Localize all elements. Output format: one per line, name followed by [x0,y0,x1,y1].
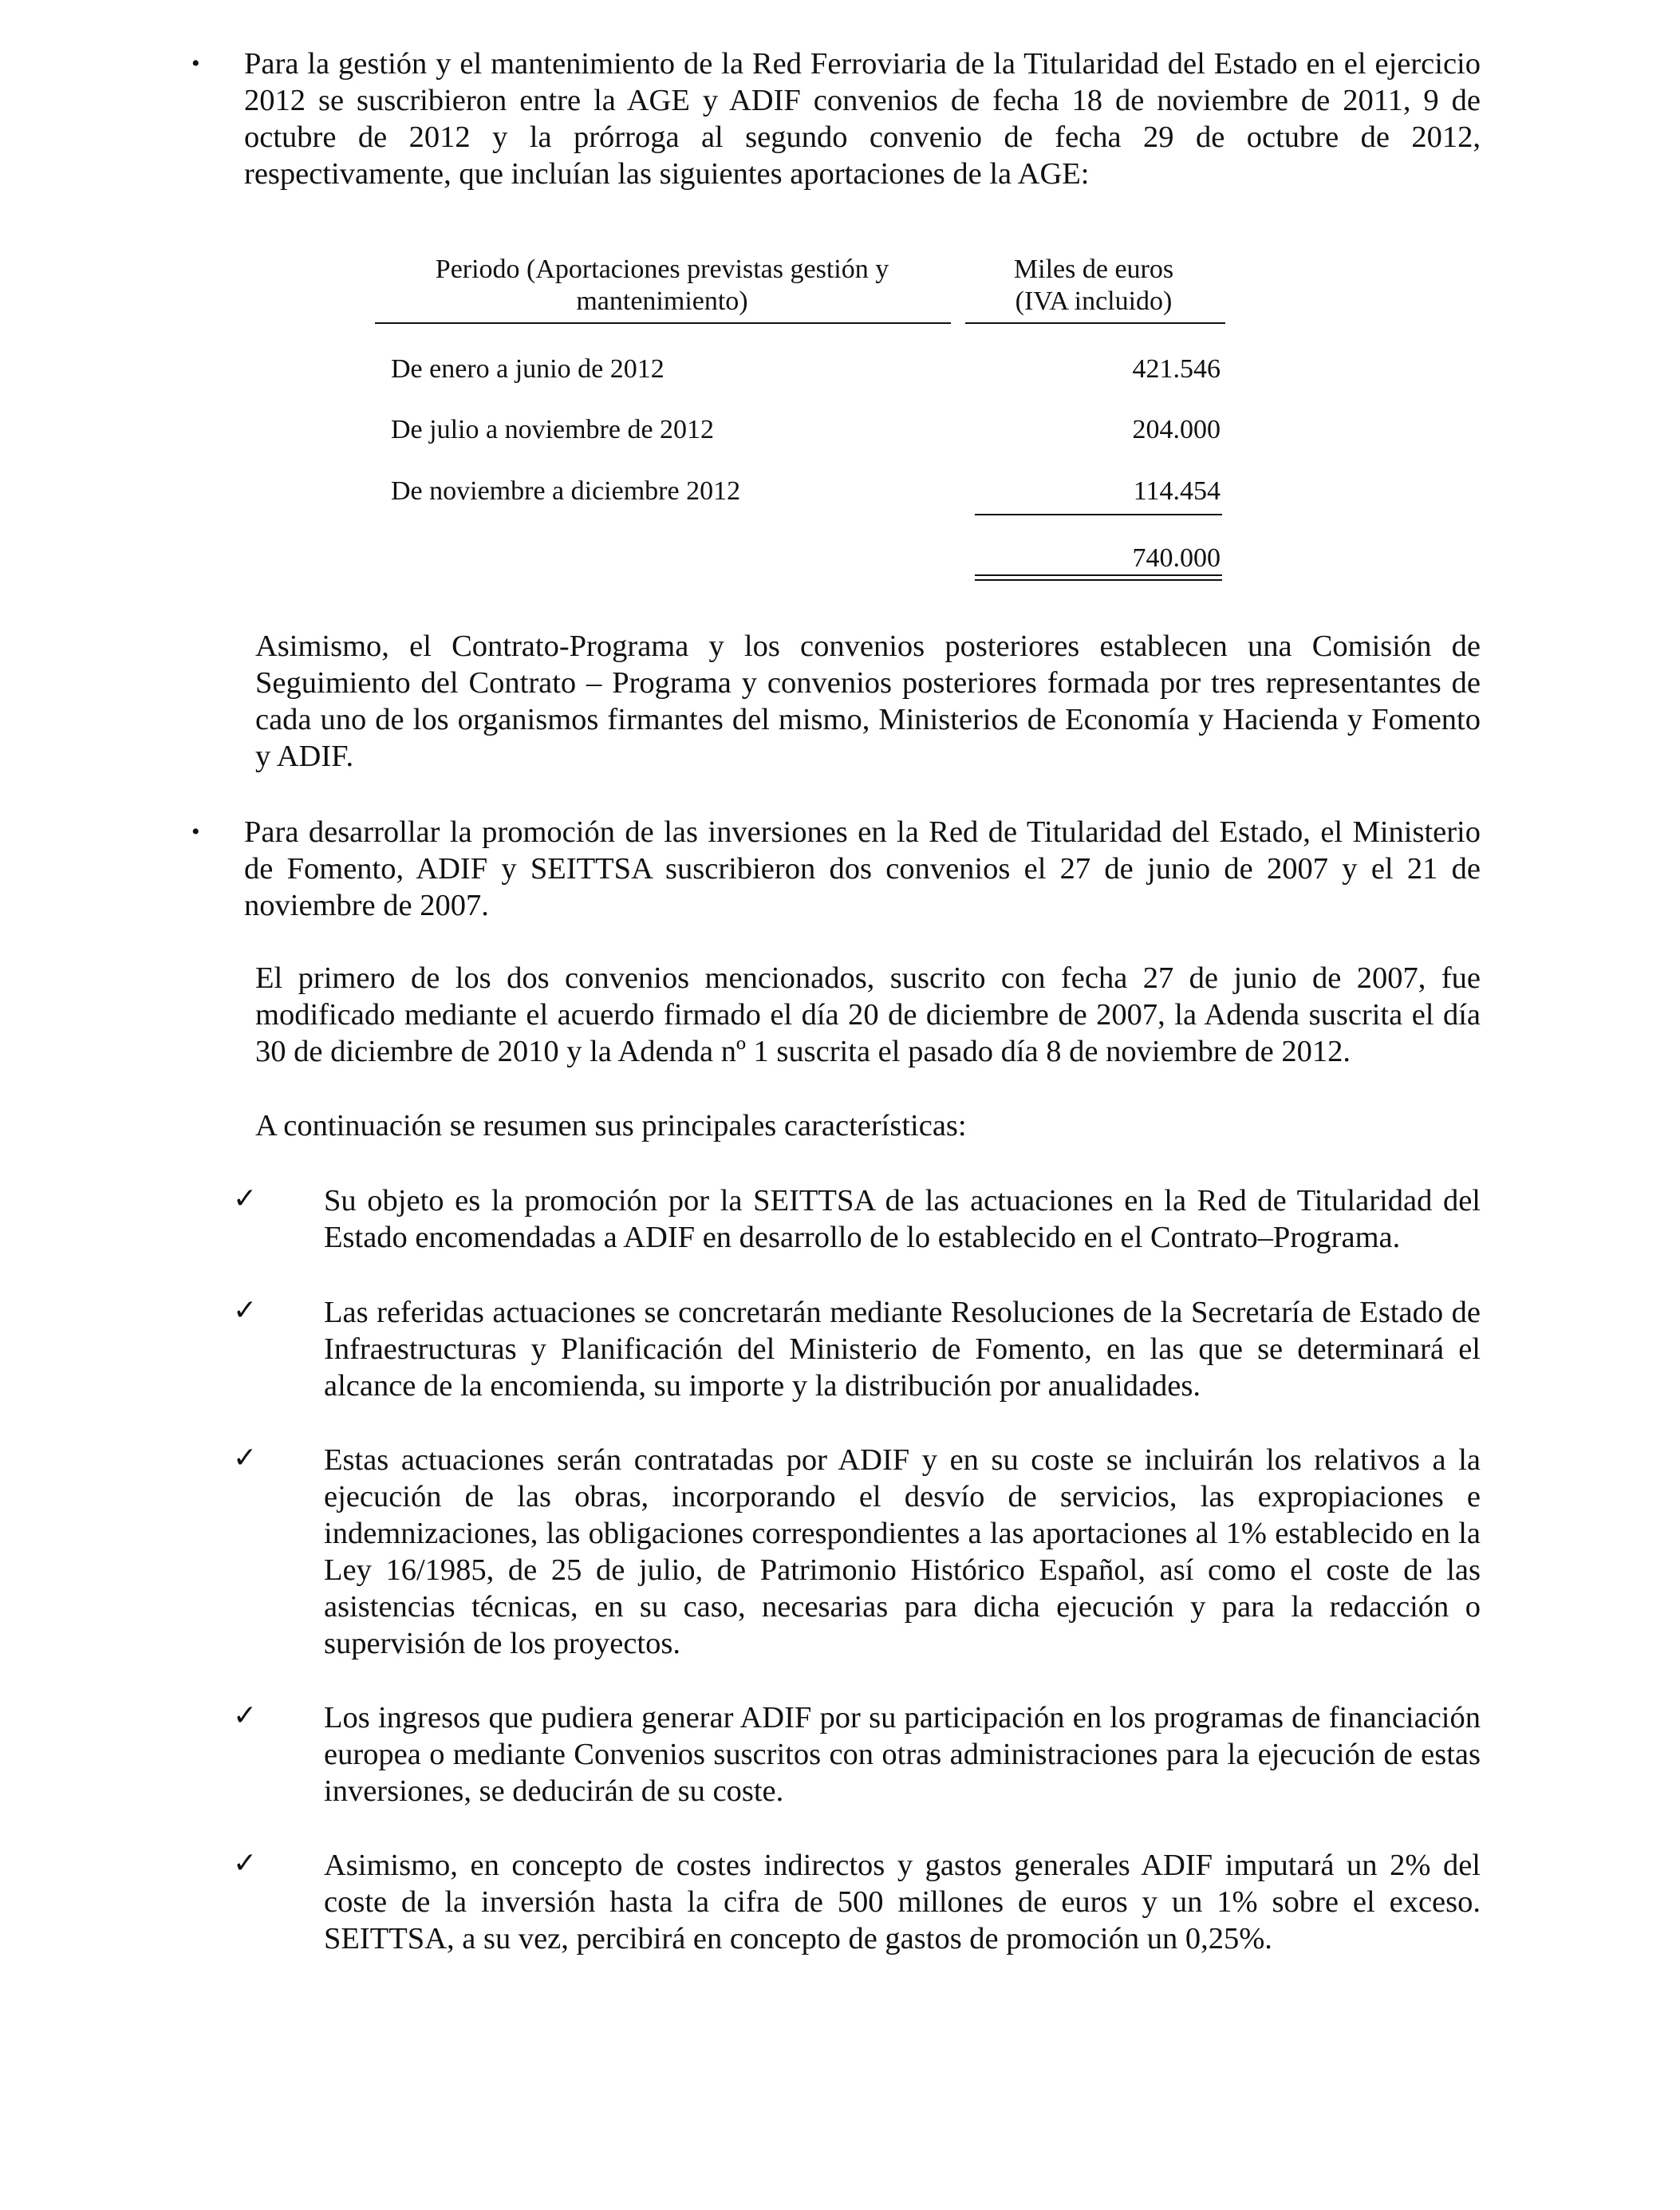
characteristic-item: Asimismo, en concepto de costes indirectos y gastos generales ADIF imputará un 2% del coste de la inversión hasta la cifra de 500 millones de euros y un 1% sobre el exceso. SEITTSA, a su vez, percibirá en concepto de gastos de promoción un 0,25%. [324,1849,1481,1955]
checkmark-icon: ✓ [233,1847,258,1880]
checkmark-icon: ✓ [233,1182,258,1215]
table-total-double-rule-top [975,574,1222,576]
table-total-double-rule-bottom [975,579,1222,581]
table-header-period: Periodo (Aportaciones previstas gestión y mantenimiento) [435,255,889,316]
table-header-amount-line1: Miles de euros [1013,255,1174,284]
checkmark-icon: ✓ [233,1294,258,1327]
promotion-paragraph: Para desarrollar la promoción de las inversiones en la Red de Titularidad del Estado, el Ministerio de Fomento, ADIF y SEITTSA suscribieron dos convenios el 27 de junio de 2007 y el 21 de noviembre de 2007. [244,815,1481,922]
table-row-amount: 204.000 [1132,415,1221,444]
checkmark-icon: ✓ [233,1442,258,1474]
table-header-amount-line2: (IVA incluido) [1015,286,1173,316]
intro-paragraph: Para la gestión y el mantenimiento de la Red Ferroviaria de la Titularidad del Estado en el ejercicio 2012 se suscribieron entre la AGE y ADIF convenios de fecha 18 de noviembre de 2011, 9 de octubre de 2012 y la prórroga al segundo convenio de fecha 29 de octubre de 2012, respectivamente, que incluían las siguientes aportaciones de la AGE: [244,47,1481,191]
characteristic-item: Los ingresos que pudiera generar ADIF por su participación en los programas de financiación europea o mediante Convenios suscritos con otras administraciones para la ejecución de estas inversiones, se deducirán de su coste. [324,1701,1481,1808]
characteristic-item: Estas actuaciones serán contratadas por ADIF y en su coste se incluirán los relativos a la ejecución de las obras, incorporando el desvío de servicios, las expropiaciones e indemnizaciones, las obligaciones correspondientes a las aportaciones al 1% establecido en la Ley 16/1985, de 25 de julio, de Patrimonio Histórico Español, así como el coste de las asistencias técnicas, en su caso, necesarias para dicha ejecución y para la redacción o supervisión de los proyectos. [324,1443,1481,1660]
table-row-amount: 114.454 [1133,476,1221,506]
bullet-marker: • [191,50,200,77]
characteristic-item: Las referidas actuaciones se concretarán mediante Resoluciones de la Secretaría de Estado de Infraestructuras y Planificación del Ministerio de Fomento, en las que se determinará el alcance de la encomienda, su importe y la distribución por anualidades. [324,1296,1481,1403]
commission-paragraph: Asimismo, el Contrato-Programa y los convenios posteriores establecen una Comisión de Seguimiento del Contrato – Programa y convenios posteriores formada por tres representantes de cada uno de los organismos firmantes del mismo, Ministerios de Economía y Hacienda y Fomento y ADIF. [255,629,1481,773]
checkmark-icon: ✓ [233,1699,258,1732]
characteristic-item: Su objeto es la promoción por la SEITTSA de las actuaciones en la Red de Titularidad del Estado encomendadas a ADIF en desarrollo de lo establecido en el Contrato–Programa. [324,1184,1481,1254]
table-subtotal-rule [975,514,1222,515]
table-header-period-underline [375,322,951,324]
table-header-amount-underline [965,322,1225,324]
bullet-marker: • [191,819,200,845]
table-row-period: De enero a junio de 2012 [391,354,665,384]
table-row-period: De julio a noviembre de 2012 [391,415,715,444]
first-agreement-paragraph: El primero de los dos convenios mencionados, suscrito con fecha 27 de junio de 2007, fue modificado mediante el acuerdo firmado el día 20 de diciembre de 2007, la Adenda suscrita el día 30 de diciembre de 2010 y la Adenda nº 1 suscrita el pasado día 8 de noviembre de 2012. [255,961,1481,1068]
table-row-period: De noviembre a diciembre 2012 [391,476,741,506]
table-total-amount: 740.000 [1132,543,1221,573]
summary-intro: A continuación se resumen sus principales características: [255,1109,967,1142]
table-row-amount: 421.546 [1132,354,1221,384]
